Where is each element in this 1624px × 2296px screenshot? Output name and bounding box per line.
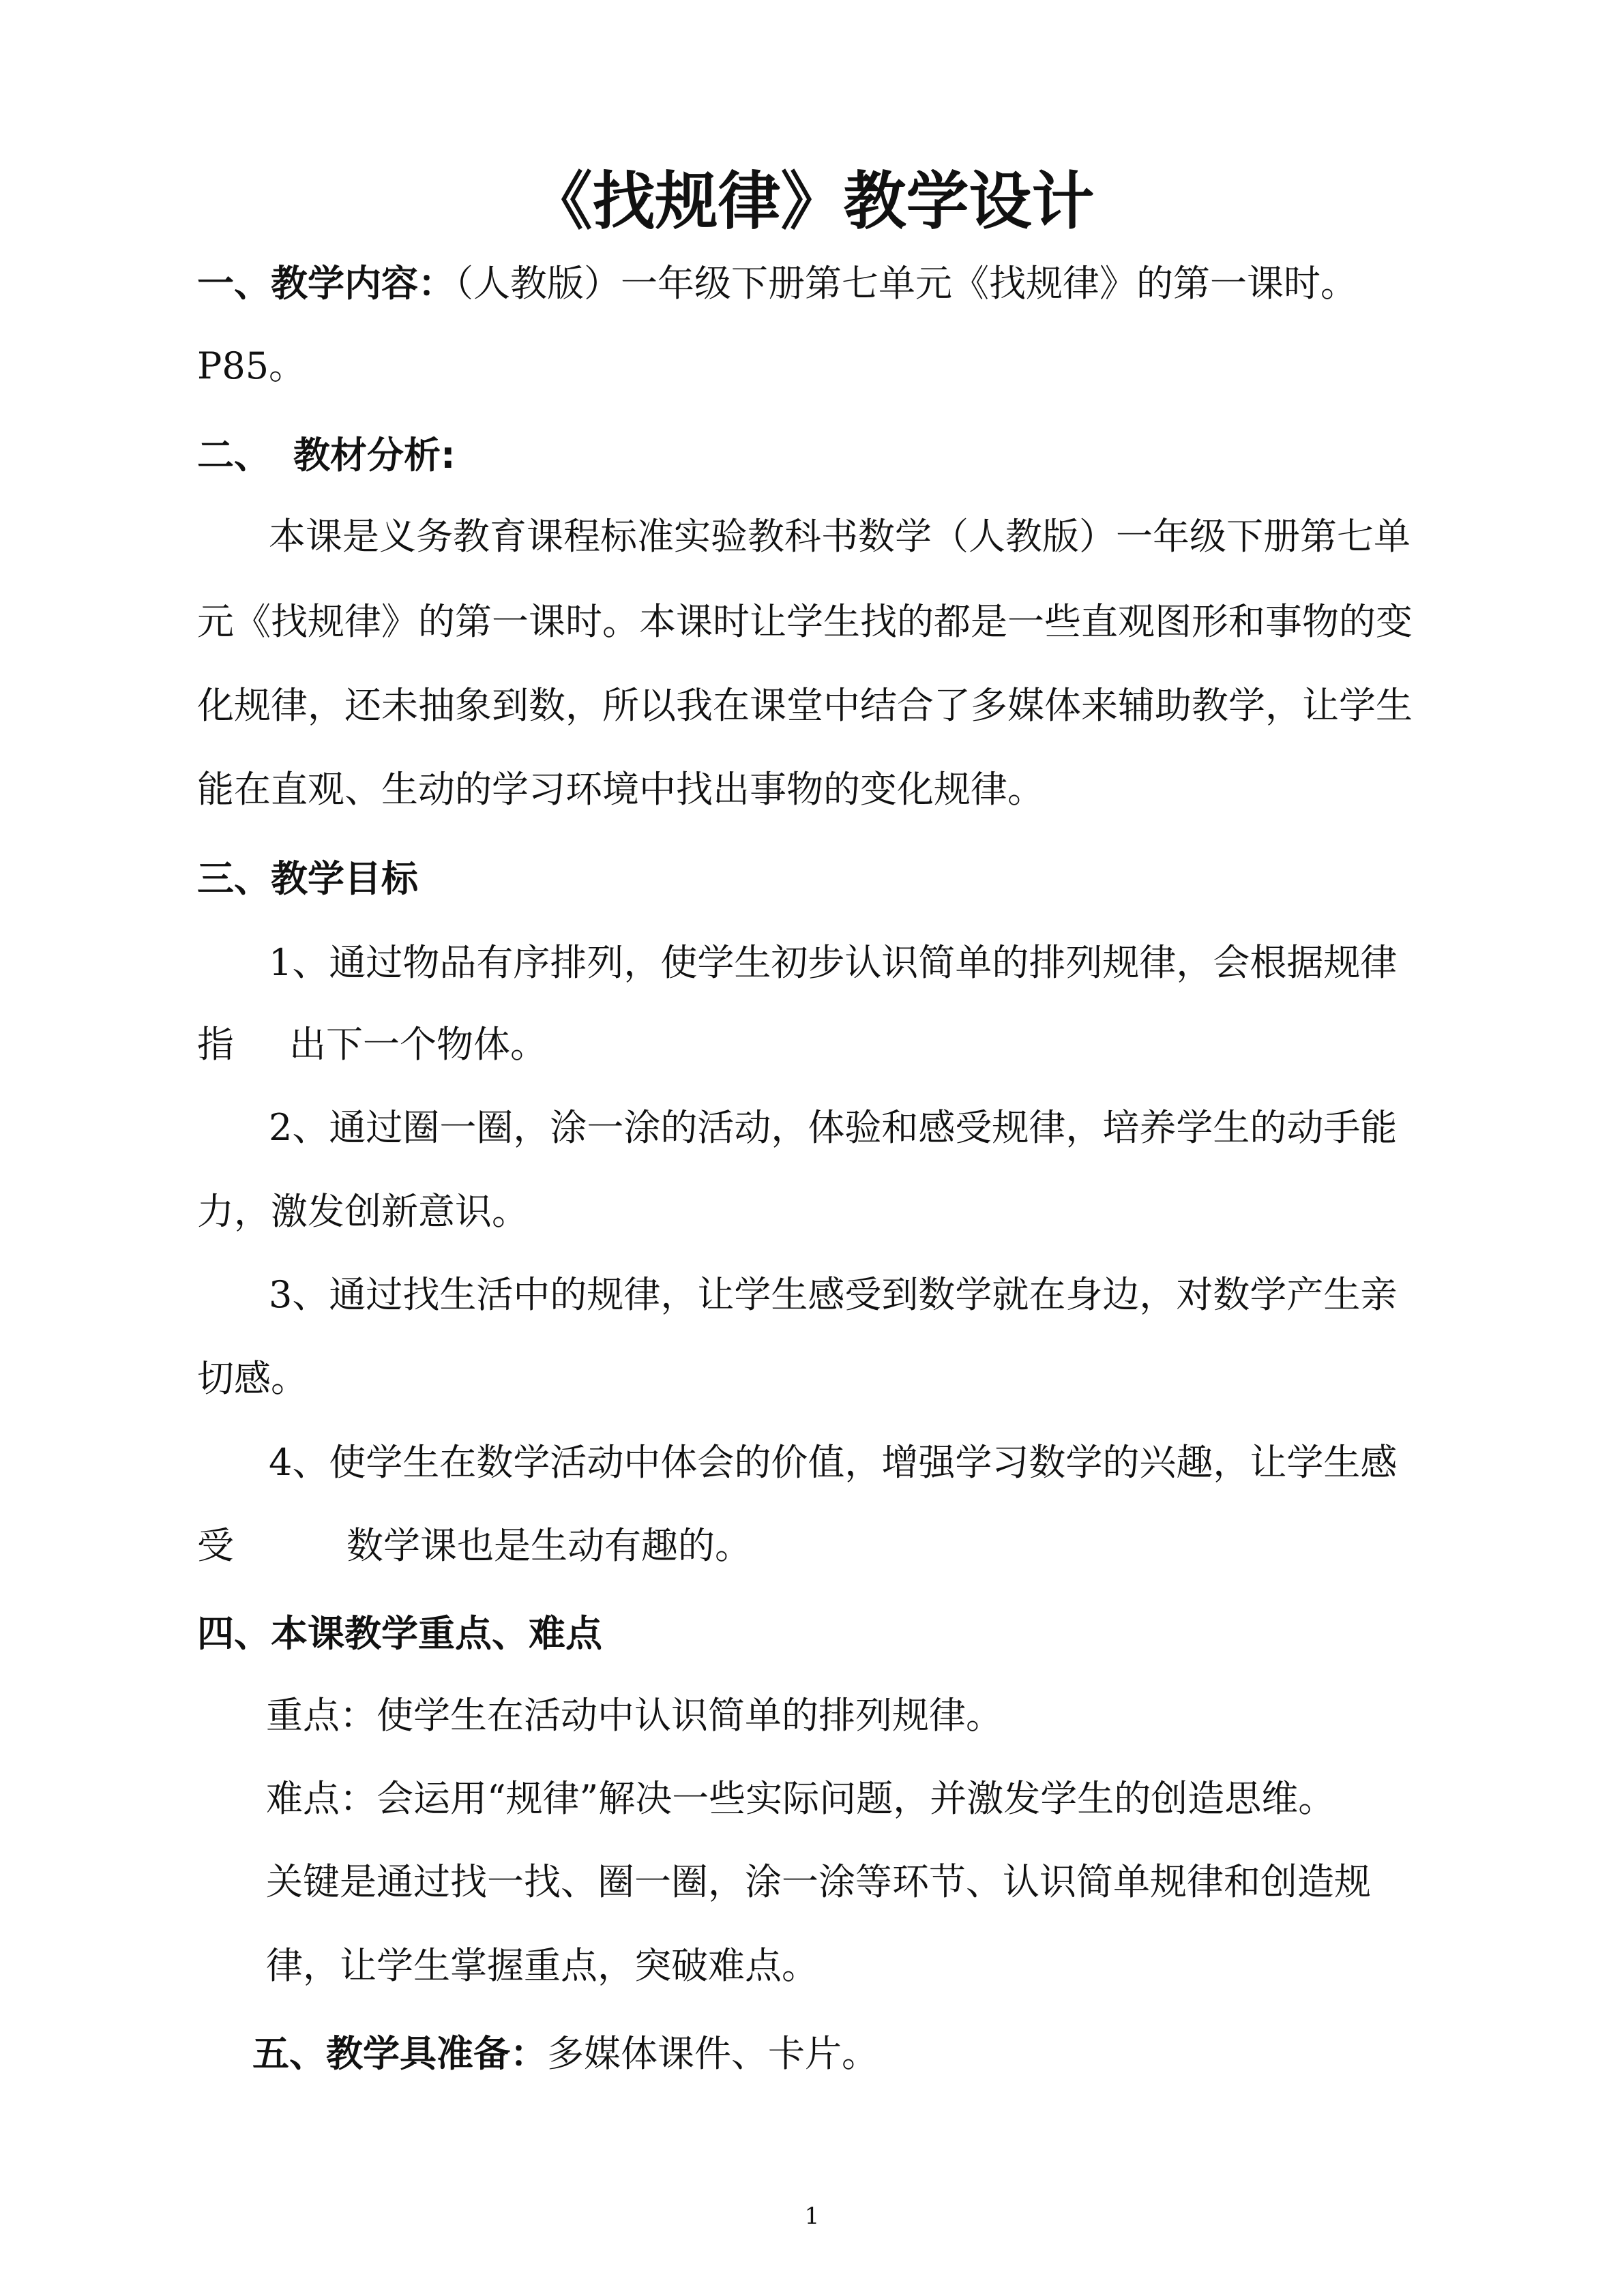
section-2-heading: 教材分析:: [293, 434, 456, 477]
section-2-paragraph-line: 化规律，还未抽象到数，所以我在课堂中结合了多媒体来辅助教学，让学生: [197, 684, 1413, 727]
section-1-line: [197, 262, 1357, 305]
page-title: 《找规律》教学设计: [529, 165, 1095, 238]
goal-2-line: 2、通过圈一圈，涂一涂的活动，体验和感受规律，培养学生的动手能: [269, 1106, 1398, 1149]
section-2-paragraph-line: 元《找规律》的第一课时。本课时让学生找的都是一些直观图形和事物的变: [197, 600, 1413, 643]
section-2-paragraph-line: 能在直观、生动的学习环境中找出事物的变化规律。: [197, 768, 1044, 811]
section-4-approach-line: 律，让学生掌握重点，突破难点。: [266, 1944, 818, 1987]
section-2-heading-number: 二、: [197, 434, 271, 477]
goal-2-continuation: 力，激发创新意识。: [197, 1190, 529, 1233]
page-number: 1: [804, 2203, 820, 2230]
section-1-page-ref: P85。: [197, 344, 306, 387]
goal-1-line: 1、通过物品有序排列，使学生初步认识简单的排列规律，会根据规律: [269, 941, 1398, 984]
section-1-heading: 一、教学内容：: [197, 262, 455, 305]
section-4-difficulty: 难点：会运用“规律”解决一些实际问题，并激发学生的创造思维。: [266, 1777, 1335, 1820]
goal-4-line: 4、使学生在数学活动中体会的价值，增强学习数学的兴趣，让学生感: [269, 1441, 1398, 1484]
goal-1-continuation: 出下一个物体。: [289, 1023, 547, 1066]
section-5-heading: 五、教学具准备：: [252, 2032, 547, 2075]
goal-3-continuation: 切感。: [197, 1357, 308, 1400]
section-5-line: [252, 2032, 879, 2075]
section-4-approach-line: 关键是通过找一找、圈一圈，涂一涂等环节、认识简单规律和创造规: [266, 1860, 1371, 1903]
section-3-heading: 三、教学目标: [197, 857, 418, 900]
section-2-paragraph-line: 本课是义务教育课程标准实验教科书数学（人教版）一年级下册第七单: [269, 515, 1411, 558]
goal-3-line: 3、通过找生活中的规律，让学生感受到数学就在身边，对数学产生亲: [269, 1273, 1398, 1316]
section-5-text: 多媒体课件、卡片。: [547, 2032, 879, 2075]
section-4-key-point: 重点：使学生在活动中认识简单的排列规律。: [266, 1694, 1003, 1737]
goal-1-continuation-start: 指: [197, 1023, 234, 1066]
goal-4-continuation: 数学课也是生动有趣的。: [346, 1524, 752, 1567]
section-1-text: （人教版）一年级下册第七单元《找规律》的第一课时。: [455, 262, 1357, 305]
goal-4-continuation-start: 受: [197, 1524, 234, 1567]
section-4-heading: 四、本课教学重点、难点: [197, 1612, 602, 1655]
